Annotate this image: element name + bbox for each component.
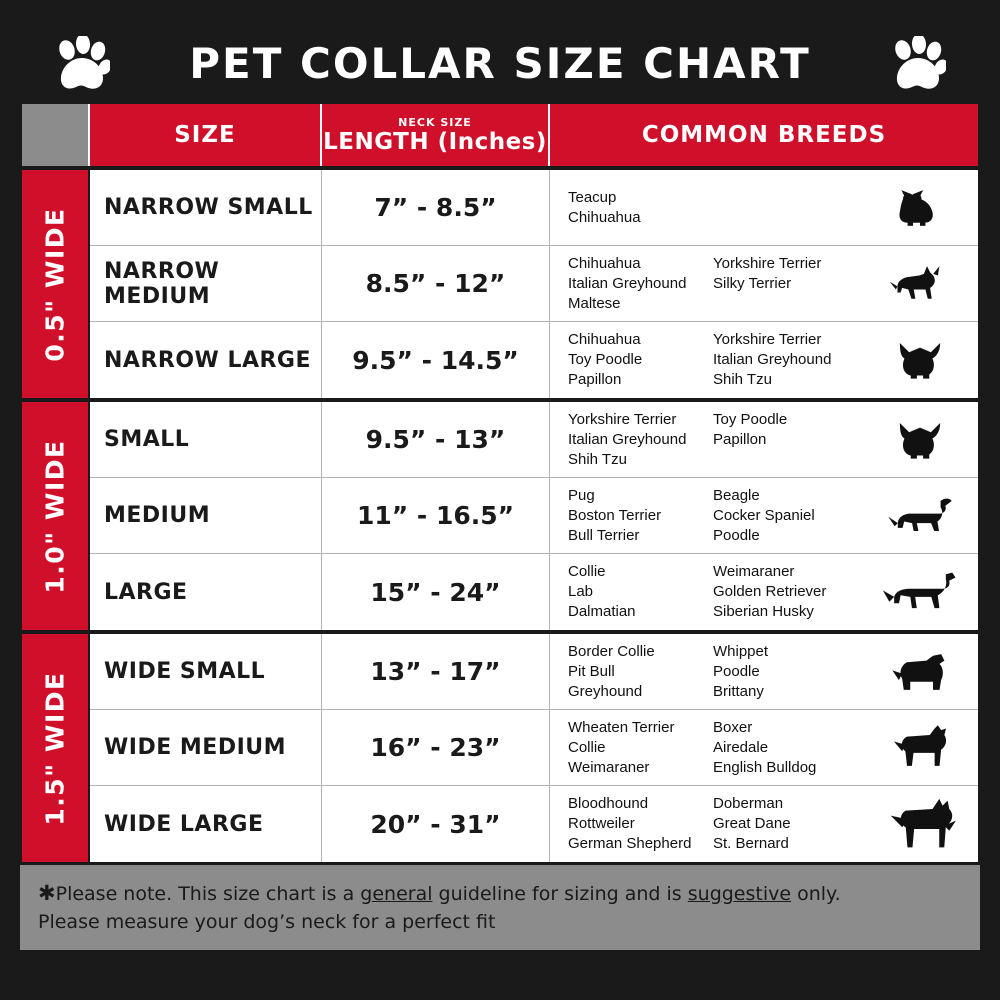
footer-text-part-1: Please note. This size chart is a	[55, 883, 361, 905]
table-row	[90, 246, 978, 322]
cell-length: 15” - 24”	[322, 554, 550, 630]
breed-item: Beagle	[713, 486, 760, 504]
retriever-silhouette-icon	[874, 560, 966, 624]
breed-list-right	[713, 562, 858, 622]
breed-item: St. Bernard	[713, 835, 789, 852]
breed-list-left	[568, 718, 713, 778]
cell-length: 8.5” - 12”	[322, 246, 550, 321]
breed-list-left	[568, 794, 713, 854]
breed-list-left	[568, 562, 713, 622]
breed-item: Airedale	[713, 738, 769, 756]
breed-item: Chihuahua	[568, 254, 641, 272]
breed-item: Great Dane	[713, 815, 791, 832]
paw-print-icon	[890, 36, 946, 94]
cell-size: WIDE SMALL	[90, 634, 322, 709]
cell-size: NARROW SMALL	[90, 170, 322, 245]
breed-item: Shih Tzu	[568, 450, 627, 468]
footer-note	[20, 862, 980, 950]
breed-item: Poodle	[713, 662, 760, 680]
breed-item: Yorkshire Terrier	[713, 331, 822, 348]
breed-item: Teacup	[568, 188, 617, 206]
breed-item: Wheaten Terrier	[568, 718, 675, 736]
footer-line-1	[38, 879, 964, 908]
breed-list-right	[713, 794, 858, 854]
cell-size: MEDIUM	[90, 478, 322, 553]
breed-item: Papillon	[713, 430, 767, 448]
cell-length: 16” - 23”	[322, 710, 550, 785]
breed-list-right	[713, 410, 858, 470]
breed-item: Doberman	[713, 795, 784, 812]
breed-item: Pit Bull	[568, 662, 615, 680]
breed-item: Toy Poodle	[568, 351, 643, 368]
breed-item: Border Collie	[568, 642, 655, 660]
cell-length: 9.5” - 13”	[322, 402, 550, 477]
cell-size: SMALL	[90, 402, 322, 477]
breed-item: Papillon	[568, 371, 622, 388]
cell-breeds	[550, 710, 978, 785]
breed-item: Italian Greyhound	[713, 351, 832, 368]
breed-list-left	[568, 254, 713, 314]
band-label-text: 0.5" WIDE	[40, 206, 70, 362]
breed-item: Collie	[568, 738, 606, 756]
breed-item: Poodle	[713, 526, 760, 544]
cell-size: LARGE	[90, 554, 322, 630]
cell-size: WIDE LARGE	[90, 786, 322, 862]
breed-item: Bull Terrier	[568, 526, 640, 544]
paw-print-icon	[54, 36, 110, 94]
band-narrow	[22, 166, 978, 398]
cell-length: 9.5” - 14.5”	[322, 322, 550, 398]
breed-item: Greyhound	[568, 682, 643, 700]
asterisk-icon: ✱	[38, 881, 56, 905]
band-label-narrow	[22, 170, 90, 398]
breed-list-left	[568, 642, 713, 702]
table-row	[90, 402, 978, 478]
breed-item: Chihuahua	[568, 208, 641, 226]
breed-item: Pug	[568, 486, 595, 504]
breed-item: Weimaraner	[568, 758, 650, 776]
breed-list-left	[568, 188, 713, 228]
breed-item: German Shepherd	[568, 835, 692, 852]
breed-item: Weimaraner	[713, 563, 795, 580]
breed-item: Shih Tzu	[713, 371, 772, 388]
cell-size: WIDE MEDIUM	[90, 710, 322, 785]
breed-item: Golden Retriever	[713, 583, 827, 600]
table-row	[90, 554, 978, 630]
breed-item: Dalmatian	[568, 603, 636, 620]
size-table	[20, 104, 980, 862]
papillon-silhouette-icon	[874, 328, 966, 392]
cell-breeds	[550, 246, 978, 321]
cell-breeds	[550, 478, 978, 553]
breed-item: Bloodhound	[568, 795, 649, 812]
breed-item: Yorkshire Terrier	[568, 410, 677, 428]
band-label-standard	[22, 402, 90, 630]
breed-item: Cocker Spaniel	[713, 506, 815, 524]
column-header-length	[322, 104, 550, 166]
footer-underline-general: general	[360, 883, 433, 905]
footer-text-part-2: guideline for sizing and is	[432, 883, 688, 905]
breed-item: Boston Terrier	[568, 506, 662, 524]
breed-item: Whippet	[713, 642, 769, 660]
cell-breeds	[550, 170, 978, 245]
beagle-silhouette-icon	[874, 484, 966, 548]
breed-item: Maltese	[568, 294, 621, 312]
yorkie-silhouette-icon	[874, 176, 966, 240]
cell-length: 13” - 17”	[322, 634, 550, 709]
table-row	[90, 322, 978, 398]
band-standard	[22, 398, 978, 630]
page-title: PET COLLAR SIZE CHART	[189, 38, 811, 88]
chihuahua-silhouette-icon	[874, 252, 966, 316]
breed-list-right	[713, 330, 858, 390]
breed-item: Toy Poodle	[713, 410, 788, 428]
bulldog-silhouette-icon	[874, 640, 966, 704]
column-header-size: SIZE	[90, 104, 322, 166]
breed-list-right	[713, 486, 858, 546]
breed-item: Silky Terrier	[713, 274, 792, 292]
band-label-text: 1.0" WIDE	[40, 438, 70, 594]
cell-breeds	[550, 554, 978, 630]
footer-line-2: Please measure your dog’s neck for a perfect fit	[38, 911, 496, 933]
breed-item: Boxer	[713, 718, 753, 736]
breed-list-right	[713, 254, 858, 314]
band-label-text: 1.5" WIDE	[40, 670, 70, 826]
column-header-neck-size: NECK SIZE	[398, 115, 472, 129]
table-row	[90, 634, 978, 710]
doberman-silhouette-icon	[874, 792, 966, 856]
table-row	[90, 478, 978, 554]
papillon-silhouette-icon	[874, 408, 966, 472]
cell-size: NARROW LARGE	[90, 322, 322, 398]
breed-list-right	[713, 718, 858, 778]
footer-underline-suggestive: suggestive	[687, 883, 792, 905]
breed-item: English Bulldog	[713, 758, 817, 776]
breed-list-left	[568, 486, 713, 546]
breed-list-left	[568, 330, 713, 390]
table-row	[90, 710, 978, 786]
cell-length: 11” - 16.5”	[322, 478, 550, 553]
column-header-length-label: LENGTH (Inches)	[323, 128, 547, 155]
cell-breeds	[550, 322, 978, 398]
corner-cell	[22, 104, 90, 166]
band-label-wide	[22, 634, 90, 862]
chart-header	[20, 22, 980, 104]
breed-list-right	[713, 642, 858, 702]
breed-item: Collie	[568, 563, 606, 580]
column-header-breeds: COMMON BREEDS	[641, 122, 887, 148]
breed-item: Yorkshire Terrier	[713, 254, 822, 272]
breed-item: Rottweiler	[568, 815, 635, 832]
cell-length: 7” - 8.5”	[322, 170, 550, 245]
cell-length: 20” - 31”	[322, 786, 550, 862]
table-row	[90, 170, 978, 246]
breed-item: Siberian Husky	[713, 603, 814, 620]
breed-item: Italian Greyhound	[568, 274, 687, 292]
table-row	[90, 786, 978, 862]
breed-item: Brittany	[713, 682, 764, 700]
cell-breeds	[550, 402, 978, 477]
cell-breeds	[550, 634, 978, 709]
band-wide	[22, 630, 978, 862]
table-header-row	[22, 104, 978, 166]
cell-size: NARROW MEDIUM	[90, 246, 322, 321]
breed-item: Chihuahua	[568, 331, 641, 348]
breed-item: Italian Greyhound	[568, 430, 687, 448]
boxer-silhouette-icon	[874, 716, 966, 780]
breed-list-right	[713, 188, 858, 228]
breed-list-left	[568, 410, 713, 470]
cell-breeds	[550, 786, 978, 862]
breed-item: Lab	[568, 583, 594, 600]
footer-text-part-3: only.	[791, 883, 841, 905]
